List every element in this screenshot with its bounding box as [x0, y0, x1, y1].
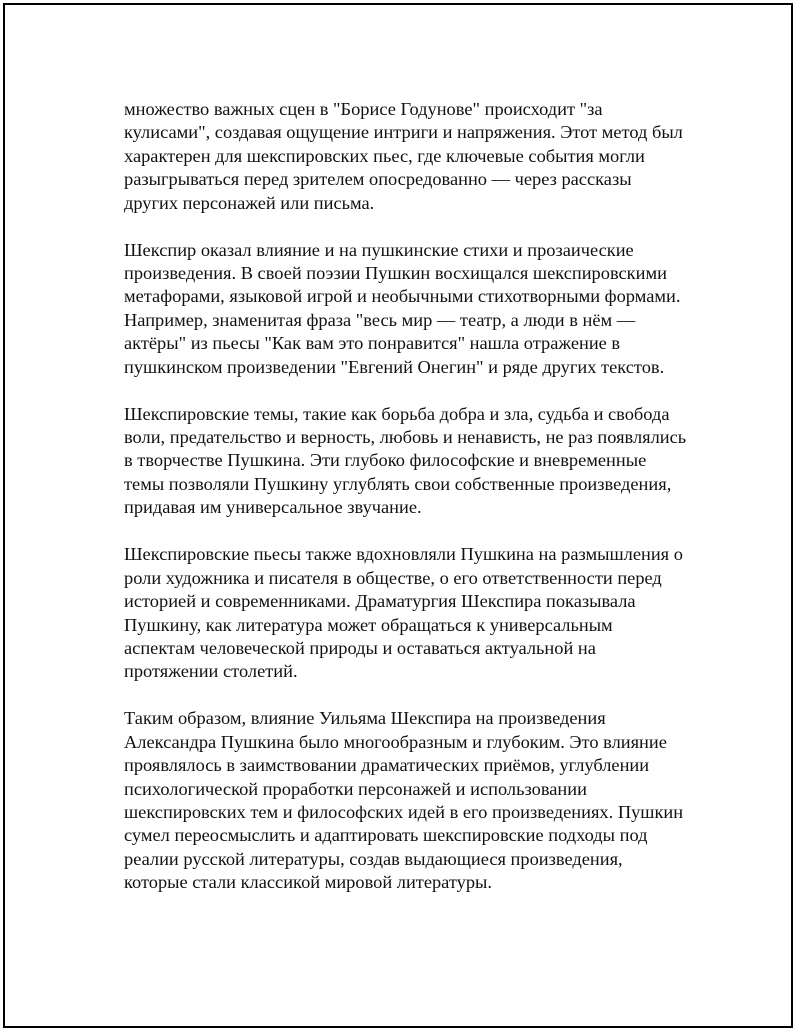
- paragraph-4: [124, 543, 724, 683]
- paragraph-1: [124, 98, 724, 215]
- text-line: метафорами, языковой игрой и необычными стихотворными формами.: [124, 286, 681, 307]
- text-line: Например, знаменитая фраза "весь мир — театр, а люди в нём —: [124, 309, 636, 330]
- document-body: [124, 98, 724, 918]
- text-line: сумел переосмыслить и адаптировать шекспировские подходы под: [124, 825, 648, 846]
- paragraph-5: [124, 707, 724, 894]
- text-line: реалии русской литературы, создав выдающиеся произведения,: [124, 848, 623, 869]
- text-line: пушкинском произведении "Евгений Онегин" и ряде других текстов.: [124, 356, 665, 377]
- text-line: Шекспир оказал влияние и на пушкинские стихи и прозаические: [124, 239, 634, 260]
- text-line: Шекспировские темы, такие как борьба добра и зла, судьба и свобода: [124, 403, 670, 424]
- text-line: кулисами", создавая ощущение интриги и напряжения. Этот метод был: [124, 122, 683, 143]
- text-line: проявлялось в заимствовании драматических приёмов, углублении: [124, 755, 650, 776]
- paragraph-3: [124, 403, 724, 520]
- paragraph-2: [124, 239, 724, 379]
- text-line: актёры" из пьесы "Как вам это понравится" нашла отражение в: [124, 333, 621, 354]
- text-line: Пушкину, как литература может обращаться к универсальным: [124, 614, 613, 635]
- text-line: воли, предательство и верность, любовь и ненависть, не раз появлялись: [124, 427, 687, 448]
- text-line: психологической проработки персонажей и использовании: [124, 778, 587, 799]
- text-line: шекспировских тем и философских идей в его произведениях. Пушкин: [124, 801, 684, 822]
- text-line: характерен для шекспировских пьес, где ключевые события могли: [124, 145, 645, 166]
- text-line: Александра Пушкина было многообразным и глубоким. Это влияние: [124, 731, 667, 752]
- text-line: Таким образом, влияние Уильяма Шекспира на произведения: [124, 708, 606, 729]
- text-line: историей и современниками. Драматургия Шекспира показывала: [124, 591, 636, 612]
- text-line: которые стали классикой мировой литературы.: [124, 872, 492, 893]
- text-line: других персонажей или письма.: [124, 192, 375, 213]
- text-line: протяжении столетий.: [124, 661, 298, 682]
- text-line: аспектам человеческой природы и оставаться актуальной на: [124, 637, 596, 658]
- text-line: придавая им универсальное звучание.: [124, 497, 422, 518]
- page-frame: [3, 3, 793, 1028]
- text-line: темы позволяли Пушкину углублять свои собственные произведения,: [124, 473, 672, 494]
- text-line: множество важных сцен в "Борисе Годунове" происходит "за: [124, 99, 603, 119]
- text-line: разыгрываться перед зрителем опосредованно — через рассказы: [124, 169, 632, 190]
- text-line: роли художника и писателя в обществе, о его ответственности перед: [124, 567, 662, 588]
- text-line: Шекспировские пьесы также вдохновляли Пушкина на размышления о: [124, 544, 683, 565]
- text-line: в творчестве Пушкина. Эти глубоко философские и вневременные: [124, 450, 647, 471]
- text-line: произведения. В своей поэзии Пушкин восхищался шекспировскими: [124, 263, 667, 284]
